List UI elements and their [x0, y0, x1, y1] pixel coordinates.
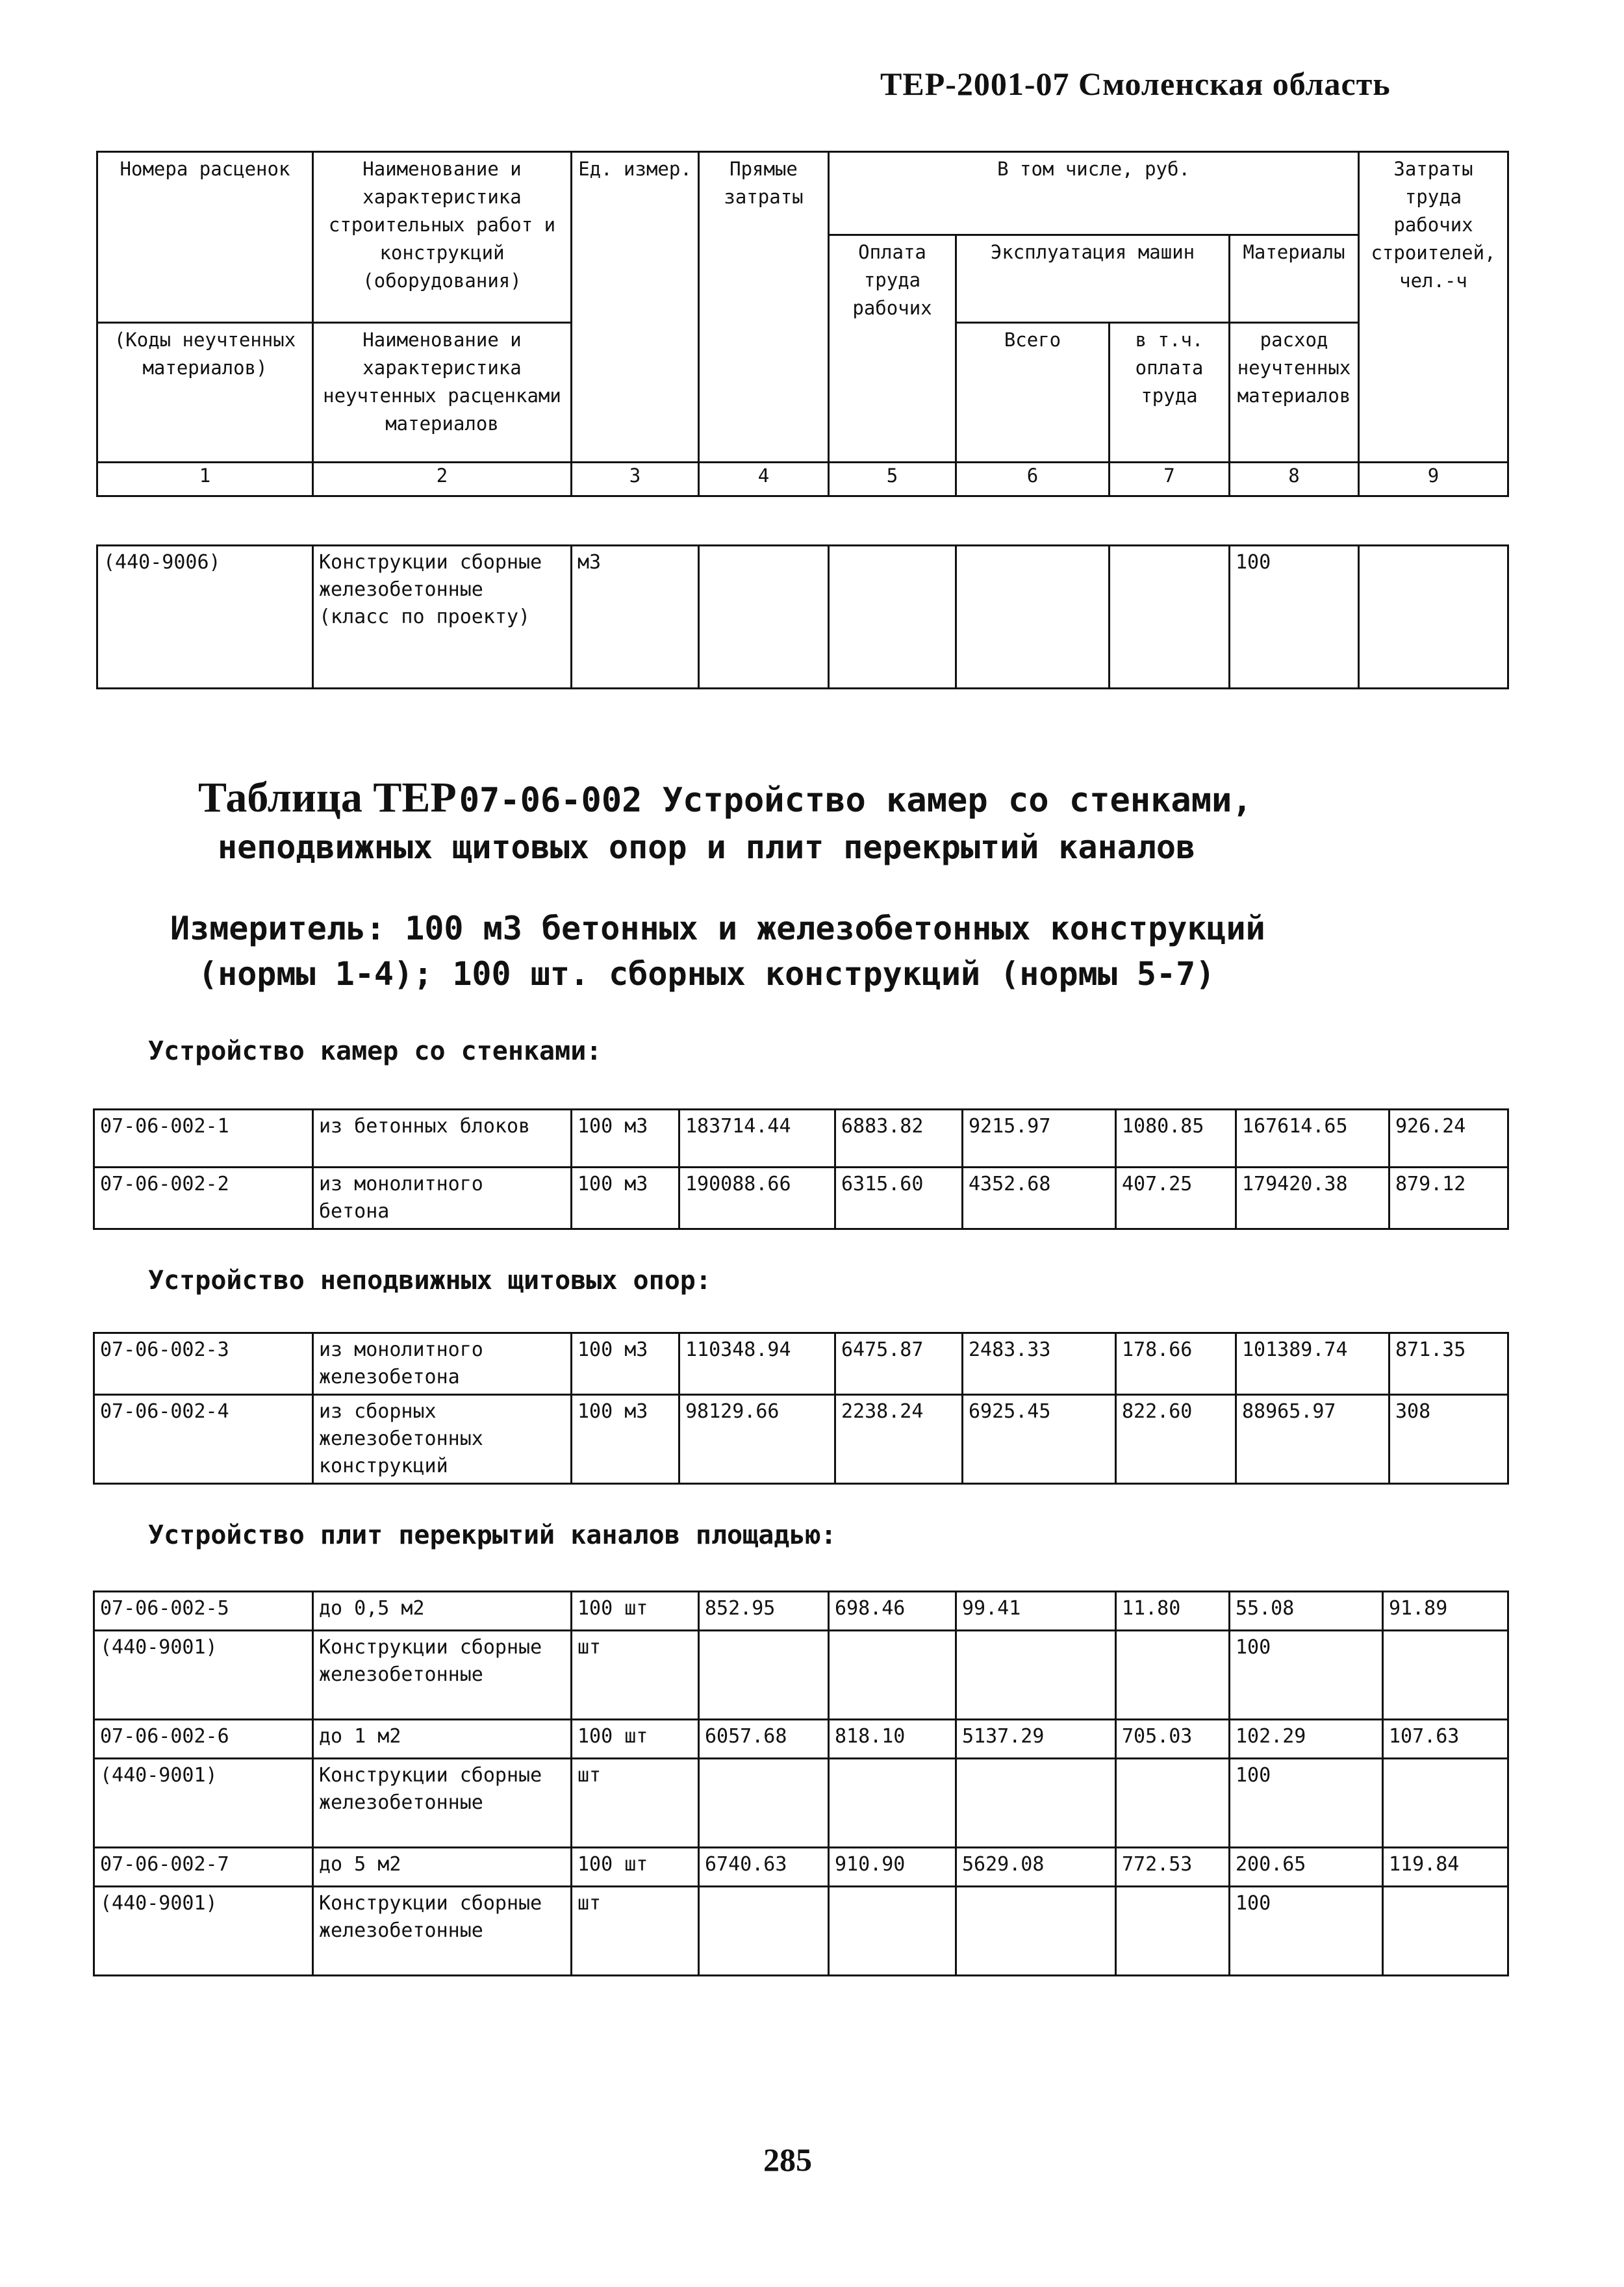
- row-unit: 100 шт: [572, 1720, 699, 1759]
- row-machines: 2483.33: [963, 1333, 1116, 1395]
- section2-heading: Устройство неподвижных щитовых опор:: [148, 1266, 711, 1296]
- section1-table: [93, 1108, 1509, 1230]
- row-unit: 100 шт: [572, 1592, 699, 1631]
- row-code: 07-06-002-7: [94, 1848, 313, 1887]
- table-row: [94, 1759, 1508, 1848]
- table-row: [94, 1592, 1508, 1631]
- table-title: [198, 773, 1252, 823]
- table-row: [94, 1720, 1508, 1759]
- row-hours: [1383, 1631, 1508, 1720]
- row-labor: [829, 1887, 956, 1976]
- row-code: (440-9006): [97, 546, 313, 689]
- row-code: 07-06-002-5: [94, 1592, 313, 1631]
- row-machines: [956, 1631, 1116, 1720]
- row-unit: м3: [572, 546, 699, 689]
- section3-heading: Устройство плит перекрытий каналов площадью:: [148, 1520, 837, 1550]
- table-title-lead: Таблица ТЕР: [198, 774, 457, 821]
- table-row: [94, 1110, 1508, 1168]
- row-direct: [699, 1887, 829, 1976]
- table-row: [94, 1887, 1508, 1976]
- row-materials: 102.29: [1230, 1720, 1383, 1759]
- row-materials: 100: [1230, 1887, 1383, 1976]
- row-hours: 91.89: [1383, 1592, 1508, 1631]
- row-hours: [1383, 1759, 1508, 1848]
- row-name: из монолитного бетона: [313, 1168, 572, 1229]
- table-row: [97, 546, 1508, 689]
- row-hours: [1383, 1887, 1508, 1976]
- row-name: Конструкции сборные железобетонные: [313, 1759, 572, 1848]
- row-unit: 100 м3: [572, 1168, 679, 1229]
- table-title-main: 07-06-002 Устройство камер со стенками,: [459, 781, 1252, 820]
- row-name: Конструкции сборные железобетонные (класс по проекту): [313, 546, 572, 689]
- row-direct: 6740.63: [699, 1848, 829, 1887]
- col-number: 6: [956, 463, 1110, 496]
- table-row: [94, 1631, 1508, 1720]
- col4-label: Прямые затраты: [699, 152, 829, 463]
- row-materials: 100: [1230, 1631, 1383, 1720]
- row-materials: 179420.38: [1236, 1168, 1389, 1229]
- row-machine-labor: [1116, 1887, 1230, 1976]
- row-labor: 6883.82: [835, 1110, 963, 1168]
- col8-top-label: Материалы: [1230, 235, 1359, 323]
- row-unit: шт: [572, 1631, 699, 1720]
- col3-label: Ед. измер.: [572, 152, 699, 463]
- col-number: 2: [313, 463, 572, 496]
- page-header: ТЕР-2001-07 Смоленская область: [880, 66, 1391, 102]
- measure-line1: Измеритель: 100 м3 бетонных и железобетонных конструкций: [170, 910, 1265, 947]
- measure-line2: (нормы 1-4); 100 шт. сборных конструкций (нормы 5-7): [198, 955, 1215, 993]
- row-labor: [829, 1631, 956, 1720]
- row-unit: 100 шт: [572, 1848, 699, 1887]
- col-number: 1: [97, 463, 313, 496]
- row-hours: 119.84: [1383, 1848, 1508, 1887]
- row-hours: 871.35: [1389, 1333, 1508, 1395]
- row-name: до 5 м2: [313, 1848, 572, 1887]
- col9-label: Затраты труда рабочих строителей, чел.-ч: [1359, 152, 1508, 463]
- header-table: [96, 151, 1509, 497]
- row-unit: 100 м3: [572, 1110, 679, 1168]
- row-name: Конструкции сборные железобетонные: [313, 1631, 572, 1720]
- col6-label: Всего: [956, 323, 1110, 463]
- row-direct: 190088.66: [679, 1168, 835, 1229]
- row-machines: 5137.29: [956, 1720, 1116, 1759]
- group-label: В том числе, руб.: [829, 152, 1359, 235]
- row-hours: 879.12: [1389, 1168, 1508, 1229]
- row-machine-labor: 1080.85: [1116, 1110, 1236, 1168]
- col-number: 4: [699, 463, 829, 496]
- row-materials: 100: [1230, 546, 1359, 689]
- row-unit: 100 м3: [572, 1395, 679, 1484]
- row-labor: 698.46: [829, 1592, 956, 1631]
- table-title-line2: неподвижных щитовых опор и плит перекрытий каналов: [218, 828, 1196, 866]
- col-number: 5: [829, 463, 956, 496]
- col8-bottom-label: расход неучтенных материалов: [1230, 323, 1359, 463]
- col1-bottom-label: (Коды неучтенных материалов): [97, 323, 313, 463]
- row-direct: 852.95: [699, 1592, 829, 1631]
- table-row: [94, 1333, 1508, 1395]
- row-direct: 6057.68: [699, 1720, 829, 1759]
- row-hours: 107.63: [1383, 1720, 1508, 1759]
- row-machines: 5629.08: [956, 1848, 1116, 1887]
- row-name: из бетонных блоков: [313, 1110, 572, 1168]
- row-machine-labor: 705.03: [1116, 1720, 1230, 1759]
- row-materials: 167614.65: [1236, 1110, 1389, 1168]
- col-number: 8: [1230, 463, 1359, 496]
- section1-heading: Устройство камер со стенками:: [148, 1036, 602, 1066]
- row-code: (440-9001): [94, 1631, 313, 1720]
- row-name: до 0,5 м2: [313, 1592, 572, 1631]
- row-unit: шт: [572, 1887, 699, 1976]
- page-number: 285: [763, 2141, 812, 2178]
- row-direct: 98129.66: [679, 1395, 835, 1484]
- row-name: Конструкции сборные железобетонные: [313, 1887, 572, 1976]
- row-name: до 1 м2: [313, 1720, 572, 1759]
- row-code: 07-06-002-2: [94, 1168, 313, 1229]
- row-machines: [956, 1759, 1116, 1848]
- col2-top-label: Наименование и характеристика строительных работ и конструкций (оборудования): [313, 152, 572, 323]
- section3-table: [93, 1591, 1509, 1976]
- row-direct: [699, 1759, 829, 1848]
- col-number: 3: [572, 463, 699, 496]
- row-direct: 183714.44: [679, 1110, 835, 1168]
- row-machine-labor: 407.25: [1116, 1168, 1236, 1229]
- row-machines: 6925.45: [963, 1395, 1116, 1484]
- row-materials: 55.08: [1230, 1592, 1383, 1631]
- row-unit: шт: [572, 1759, 699, 1848]
- row-code: (440-9001): [94, 1759, 313, 1848]
- row-machine-labor: [1116, 1631, 1230, 1720]
- col7-label: в т.ч. оплата труда: [1110, 323, 1230, 463]
- row-hours: 308: [1389, 1395, 1508, 1484]
- row-machines: 4352.68: [963, 1168, 1116, 1229]
- row-direct: 110348.94: [679, 1333, 835, 1395]
- row-code: 07-06-002-1: [94, 1110, 313, 1168]
- table-row: [94, 1848, 1508, 1887]
- row-code: (440-9001): [94, 1887, 313, 1976]
- prev-row-table: [96, 544, 1509, 689]
- row-hours: 926.24: [1389, 1110, 1508, 1168]
- row-machine-labor: 772.53: [1116, 1848, 1230, 1887]
- col5-label: Оплата труда рабочих: [829, 235, 956, 463]
- row-machines: 9215.97: [963, 1110, 1116, 1168]
- row-machine-labor: 822.60: [1116, 1395, 1236, 1484]
- row-name: из сборных железобетонных конструкций: [313, 1395, 572, 1484]
- section2-table: [93, 1332, 1509, 1485]
- row-labor: 818.10: [829, 1720, 956, 1759]
- row-direct: [699, 1631, 829, 1720]
- table-row: [94, 1395, 1508, 1484]
- row-materials: 88965.97: [1236, 1395, 1389, 1484]
- row-machine-labor: 11.80: [1116, 1592, 1230, 1631]
- row-materials: 100: [1230, 1759, 1383, 1848]
- col6-group-label: Эксплуатация машин: [956, 235, 1230, 323]
- row-materials: 101389.74: [1236, 1333, 1389, 1395]
- row-labor: 6475.87: [835, 1333, 963, 1395]
- col2-bottom-label: Наименование и характеристика неучтенных расценками материалов: [313, 323, 572, 463]
- row-labor: 910.90: [829, 1848, 956, 1887]
- row-machines: 99.41: [956, 1592, 1116, 1631]
- row-machines: [956, 1887, 1116, 1976]
- row-name: из монолитного железобетона: [313, 1333, 572, 1395]
- row-code: 07-06-002-4: [94, 1395, 313, 1484]
- row-machine-labor: [1116, 1759, 1230, 1848]
- col-number: 7: [1110, 463, 1230, 496]
- row-materials: 200.65: [1230, 1848, 1383, 1887]
- table-row: [94, 1168, 1508, 1229]
- row-unit: 100 м3: [572, 1333, 679, 1395]
- row-machine-labor: 178.66: [1116, 1333, 1236, 1395]
- row-labor: [829, 1759, 956, 1848]
- row-code: 07-06-002-6: [94, 1720, 313, 1759]
- row-labor: 6315.60: [835, 1168, 963, 1229]
- row-labor: 2238.24: [835, 1395, 963, 1484]
- col-number: 9: [1359, 463, 1508, 496]
- row-code: 07-06-002-3: [94, 1333, 313, 1395]
- col1-top-label: Номера расценок: [97, 152, 313, 323]
